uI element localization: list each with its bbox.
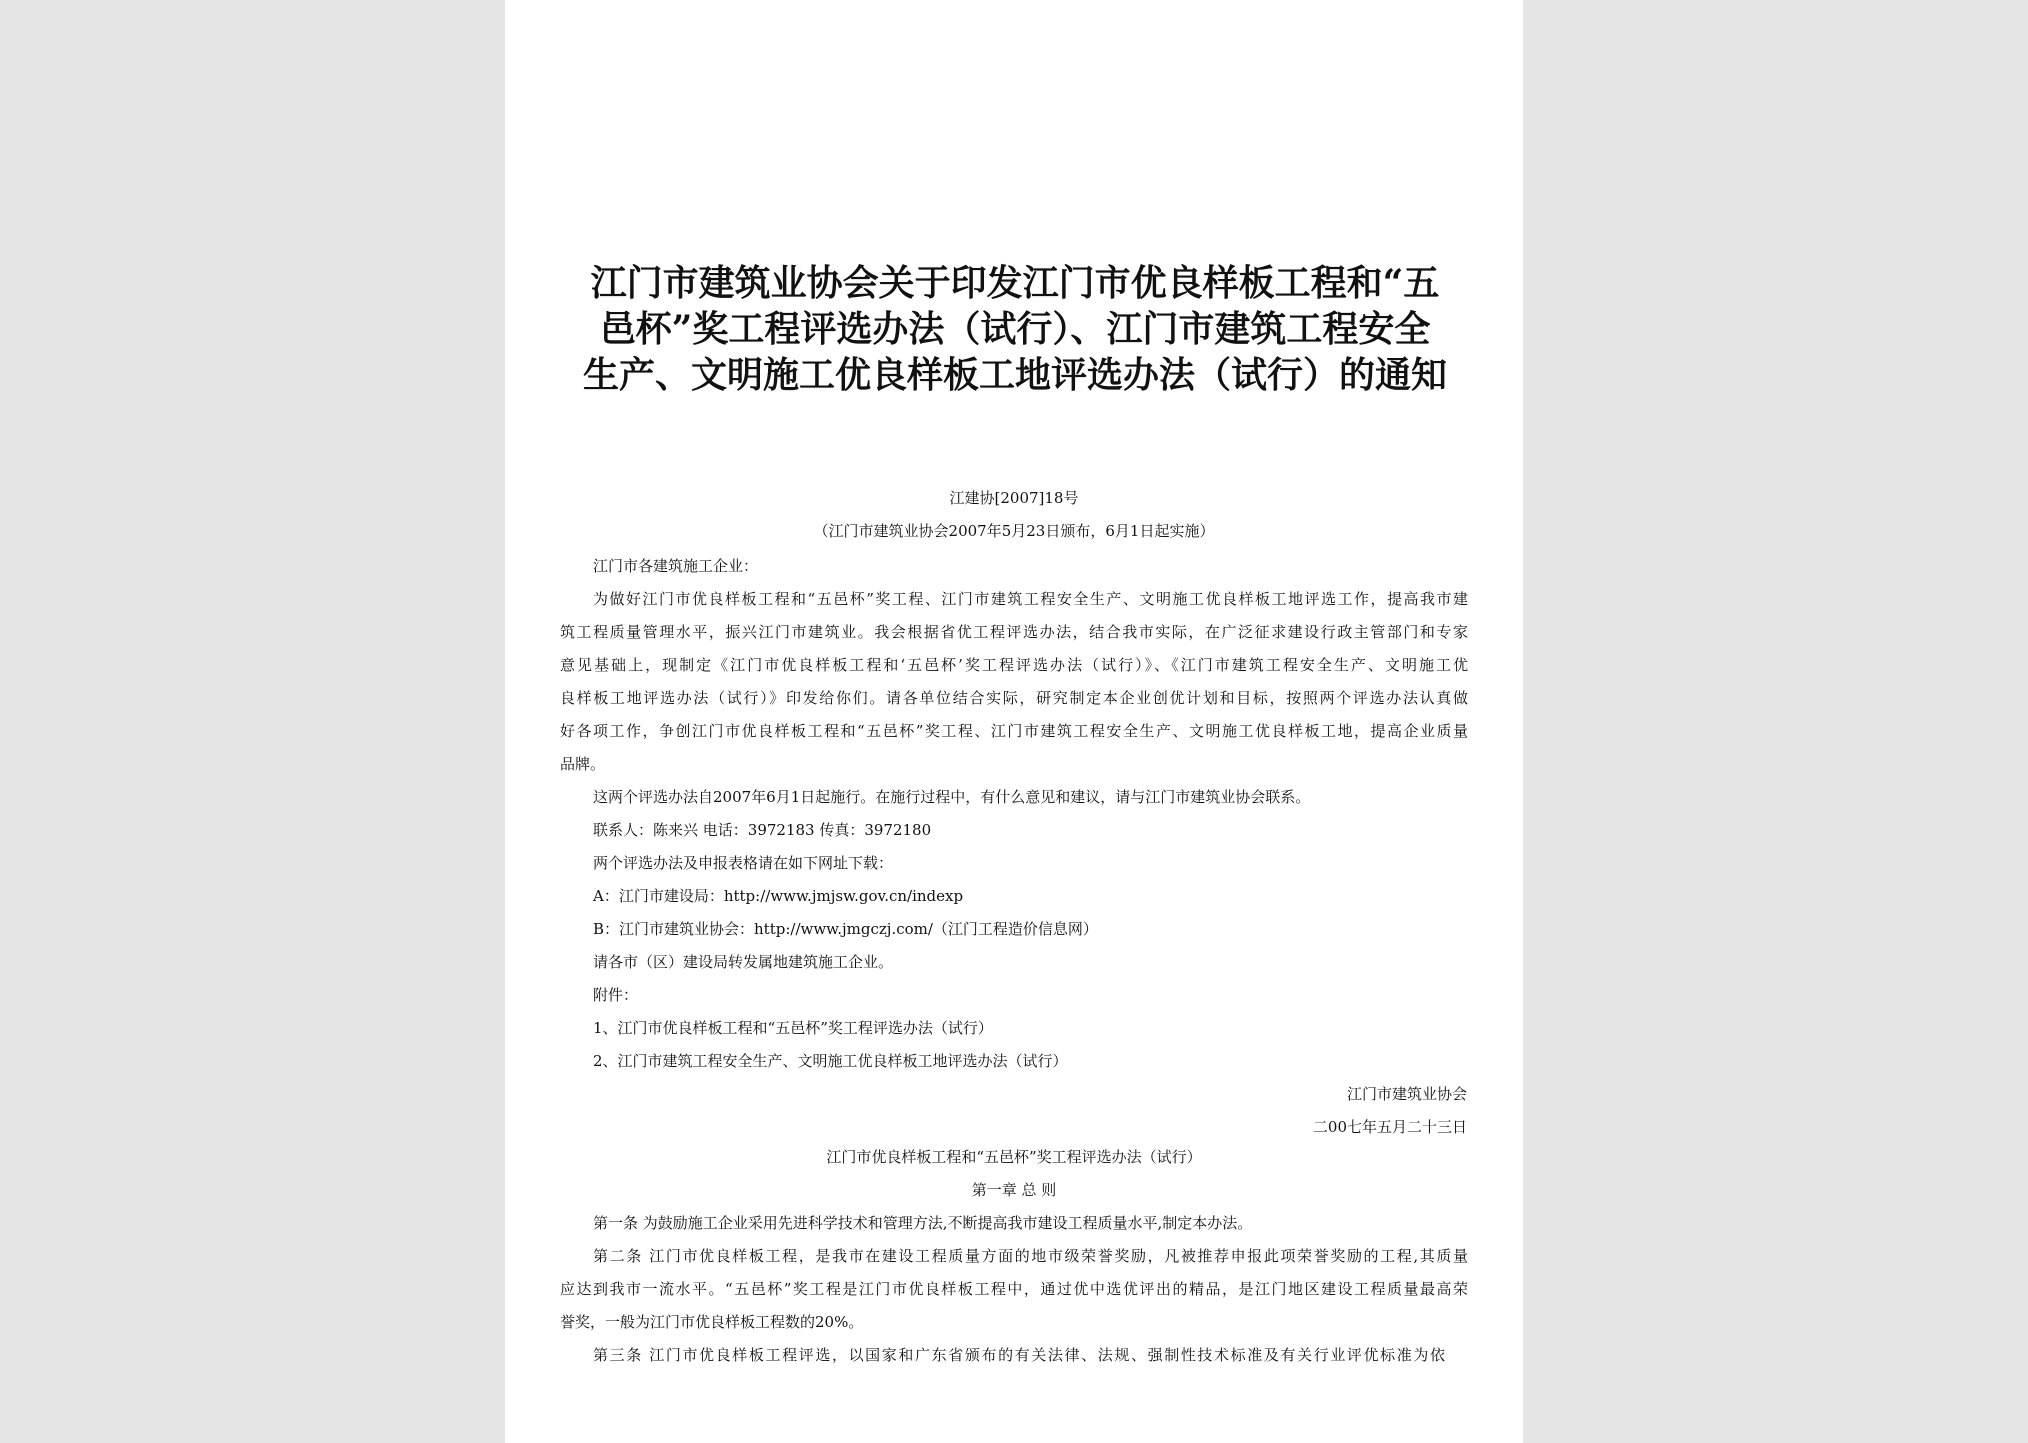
chapter-title: 第一章 总 则	[971, 1181, 1057, 1199]
link-a: A：江门市建设局：http://www.jmjsw.gov.cn/indexp	[593, 887, 964, 905]
body-line: 筑工程质量管理水平，振兴江门市建筑业。我会根据省优工程评选办法，结合我市实际，在广泛征求建设行政主管部门和专家	[560, 623, 1468, 641]
body-line: 良样板工地评选办法（试行）》印发给你们。请各单位结合实际，研究制定本企业创优计划和目标，按照两个评选办法认真做	[560, 689, 1468, 707]
download-intro: 两个评选办法及申报表格请在如下网址下载：	[593, 854, 894, 872]
document-number: 江建协[2007]18号	[949, 489, 1079, 507]
article-1: 第一条 为鼓励施工企业采用先进科学技术和管理方法,不断提高我市建设工程质量水平,制定本办法。	[593, 1214, 1253, 1232]
promulgation-note: （江门市建筑业协会2007年5月23日颁布，6月1日起实施）	[813, 522, 1215, 540]
signature-date: 二00七年五月二十三日	[1312, 1118, 1467, 1136]
title-line-3: 生产、文明施工优良样板工地评选办法（试行）的通知	[582, 354, 1447, 396]
law-title: 江门市优良样板工程和“五邑杯”奖工程评选办法（试行）	[826, 1148, 1202, 1166]
title-line-2: 邑杯”奖工程评选办法（试行）、江门市建筑工程安全	[599, 308, 1431, 350]
body-line: 为做好江门市优良样板工程和“五邑杯”奖工程、江门市建筑工程安全生产、文明施工优良样板工地评选工作，提高我市建	[593, 590, 1468, 608]
article-2-line: 第二条 江门市优良样板工程，是我市在建设工程质量方面的地市级荣誉奖励，凡被推荐申报此项荣誉奖励的工程,其质量	[593, 1247, 1468, 1265]
article-2-line: 应达到我市一流水平。“五邑杯”奖工程是江门市优良样板工程中，通过优中选优评出的精品，是江门地区建设工程质量最高荣	[560, 1280, 1468, 1298]
attachment-item-2: 2、江门市建筑工程安全生产、文明施工优良样板工地评选办法（试行）	[593, 1052, 1068, 1070]
contact-line: 联系人：陈来兴 电话：3972183 传真：3972180	[593, 821, 932, 839]
body-line: 意见基础上，现制定《江门市优良样板工程和‘五邑杯’奖工程评选办法（试行）》、《江门市建筑工程安全生产、文明施工优	[560, 656, 1468, 674]
attachment-item-1: 1、江门市优良样板工程和“五邑杯”奖工程评选办法（试行）	[593, 1019, 993, 1037]
salutation: 江门市各建筑施工企业：	[593, 557, 759, 575]
article-2-line: 誉奖，一般为江门市优良样板工程数的20%。	[560, 1313, 864, 1331]
body-line: 品牌。	[560, 755, 606, 773]
attachments-label: 附件：	[593, 986, 639, 1004]
signature-organization: 江门市建筑业协会	[1346, 1085, 1467, 1103]
article-3-line: 第三条 江门市优良样板工程评选，以国家和广东省颁布的有关法律、法规、强制性技术标准及有关行业评优标准为依	[593, 1346, 1445, 1364]
body-line: 好各项工作，争创江门市优良样板工程和“五邑杯”奖工程、江门市建筑工程安全生产、文明施工优良样板工地，提高企业质量	[560, 722, 1468, 740]
title-line-1: 江门市建筑业协会关于印发江门市优良样板工程和“五	[590, 262, 1440, 304]
forward-request: 请各市（区）建设局转发属地建筑施工企业。	[593, 953, 894, 971]
document-page	[505, 0, 1523, 1443]
link-b: B：江门市建筑业协会：http://www.jmgczj.com/（江门工程造价信息网）	[593, 920, 1098, 938]
document-title	[565, 260, 1465, 398]
implementation-line: 这两个评选办法自2007年6月1日起施行。在施行过程中，有什么意见和建议，请与江门市建筑业协会联系。	[593, 788, 1311, 806]
